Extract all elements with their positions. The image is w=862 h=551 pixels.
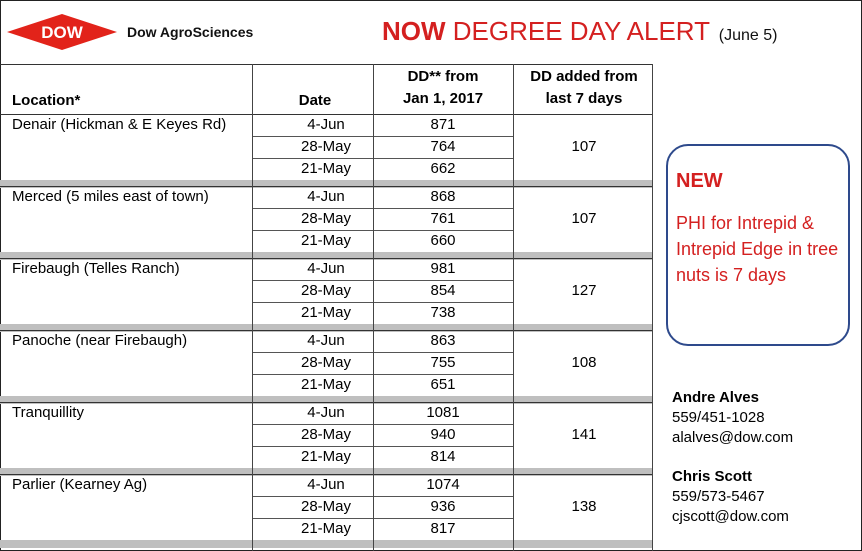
dd-cell: 764 [430,138,456,155]
col-divider-1 [252,64,253,551]
dd-added-cell: 138 [571,498,597,515]
col-date-header: Date [298,92,332,109]
col-dd-header-1: DD** from [407,68,479,85]
location-cell: Firebaugh (Telles Ranch) [12,260,180,277]
dd-cell: 1074 [426,476,460,493]
date-cell: 28-May [300,210,352,227]
alert-title [382,16,777,47]
group-separator-bar [0,540,652,548]
col-divider-2 [373,64,374,551]
location-cell: Panoche (near Firebaugh) [12,332,188,349]
contact-card [672,388,793,448]
dd-cell: 863 [430,332,456,349]
dd-cell: 817 [430,520,456,537]
header [0,0,862,64]
header-top-rule [0,64,652,65]
col-divider-4 [652,64,653,551]
date-cell: 28-May [300,282,352,299]
date-cell: 4-Jun [307,188,345,205]
group-top-rule [0,474,652,475]
callout-message: PHI for Intrepid & Intrepid Edge in tree nuts is 7 days [676,213,839,285]
date-cell: 21-May [300,448,352,465]
col-dd-header-2: Jan 1, 2017 [402,90,484,107]
group-top-rule [0,114,652,115]
dd-added-cell: 141 [571,426,597,443]
dd-cell: 1081 [426,404,460,421]
date-cell: 28-May [300,426,352,443]
col-added-header-1: DD added from [530,68,638,85]
contact-phone: 559/451-1028 [672,409,765,426]
dd-cell: 936 [430,498,456,515]
date-cell: 21-May [300,160,352,177]
logo-text: DOW [41,23,83,42]
dd-cell: 940 [430,426,456,443]
dd-cell: 868 [430,188,456,205]
col-added-header-2: last 7 days [545,90,623,107]
dd-cell: 761 [430,210,456,227]
dd-cell: 651 [430,376,456,393]
location-cell: Parlier (Kearney Ag) [12,476,148,493]
dd-cell: 755 [430,354,456,371]
dd-cell: 738 [430,304,456,321]
contact-email: cjscott@dow.com [672,508,789,525]
dd-cell: 871 [430,116,456,133]
dd-added-cell: 108 [571,354,597,371]
date-cell: 21-May [300,520,352,537]
location-cell: Tranquillity [12,404,84,421]
col-location-header: Location* [12,92,81,109]
location-cell: Merced (5 miles east of town) [12,188,209,205]
group-top-rule [0,186,652,187]
new-phi-callout [666,144,850,346]
date-cell: 4-Jun [307,476,345,493]
dd-cell: 854 [430,282,456,299]
callout-title: NEW [676,170,723,192]
dd-cell: 814 [430,448,456,465]
contact-card [672,467,789,527]
group-top-rule [0,330,652,331]
location-cell: Denair (Hickman & E Keyes Rd) [12,116,227,133]
date-cell: 4-Jun [307,116,345,133]
brand-name: Dow AgroSciences [127,24,254,40]
date-cell: 28-May [300,498,352,515]
col-divider-3 [513,64,514,551]
date-cell: 21-May [300,232,352,249]
contact-name: Andre Alves [672,389,759,406]
contact-phone: 559/573-5467 [672,488,765,505]
dd-added-cell: 107 [571,138,597,155]
contact-name: Chris Scott [672,468,753,485]
date-cell: 21-May [300,376,352,393]
date-cell: 28-May [300,354,352,371]
alert-now: NOW [382,16,446,46]
date-cell: 4-Jun [307,404,345,421]
dd-added-cell: 107 [571,210,597,227]
dd-cell: 981 [430,260,456,277]
dd-cell: 662 [430,160,456,177]
dd-added-cell: 127 [571,282,597,299]
alert-date: (June 5) [718,27,778,44]
date-cell: 4-Jun [307,332,345,349]
date-cell: 28-May [300,138,352,155]
group-top-rule [0,258,652,259]
date-cell: 21-May [300,304,352,321]
group-top-rule [0,402,652,403]
alert-rest: DEGREE DAY ALERT [452,16,710,46]
dow-logo-icon [7,14,117,50]
dd-cell: 660 [430,232,456,249]
date-cell: 4-Jun [307,260,345,277]
contact-email: alalves@dow.com [672,429,794,446]
